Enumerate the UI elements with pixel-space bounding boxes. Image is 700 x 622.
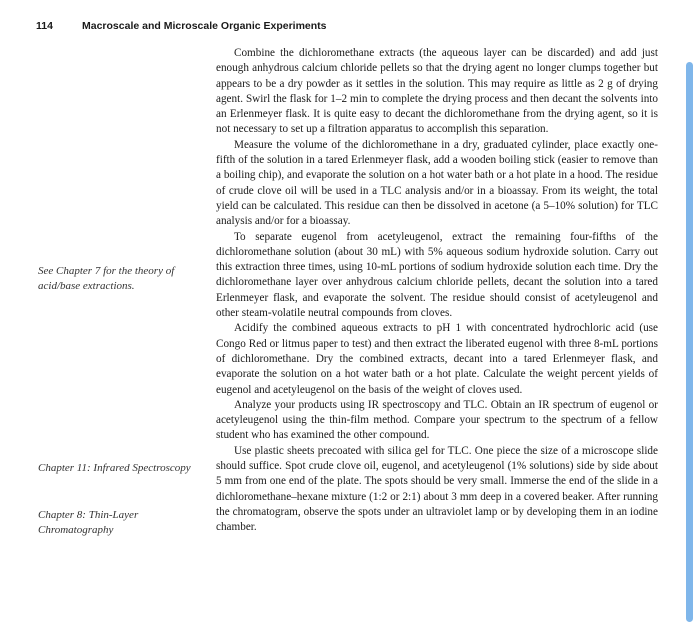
margin-note-infrared: Chapter 11: Infrared Spectroscopy [38,462,191,474]
paragraph-evaporate: Measure the volume of the dichloromethane in a dry, graduated cylinder, place exactly one-fifth of the solution in a tared Erlenmeyer flask, add a wooden boiling stick (easier to remove than a boiling chip), and evaporate the solution on a hot water bath or a hot plate in a hood. The residue of crude clove oil will be used in a TLC analysis and/or in a bioassay. From its weight, the total yield can be calculated. This residue can then be dissolved in acetone (a 5–10% solution) for TLC analysis and/or for a bioassay. [216,138,658,228]
body-text [216,46,658,536]
running-title: Macroscale and Microscale Organic Experiments [82,20,327,32]
paragraph-analysis: Analyze your products using IR spectroscopy and TLC. Obtain an IR spectrum of eugenol or acetyleugenol using the thin-film method. Compare your spectrum to the spectrum of a fellow student who has examined the other compound. [216,398,658,442]
paragraph-drying: Combine the dichloromethane extracts (the aqueous layer can be discarded) and add just enough anhydrous calcium chloride pellets so that the drying agent no longer clumps together but appears to be a dry powder as it settles in the solution. This may require as little as 2 g of drying agent. Swirl the flask for 1–2 min to complete the drying process and then decant the solvents into an Erlenmeyer flask. It is quite easy to decant the dichloromethane from the drying agent, so it is not necessary to set up a filtration apparatus to accomplish this separation. [216,47,658,136]
paragraph-separation: To separate eugenol from acetyleugenol, extract the remaining four-fifths of the dichloromethane solution (about 30 mL) with 5% aqueous sodium hydroxide solution. Carry out this extraction three times, using 10-mL portions of sodium hydroxide solution each time. Dry the dichloromethane layer over anhydrous calcium chloride pellets, decant the solution into a tared Erlenmeyer flask, and evaporate the solvent. The residue should consist of acetyleugenol and other steam-volatile neutral compounds from cloves. [216,230,658,320]
page-number: 114 [36,20,53,32]
paragraph-acidify: Acidify the combined aqueous extracts to pH 1 with concentrated hydrochloric acid (use Congo Red or litmus paper to test) and then extract the liberated eugenol with three 8-mL portions of dichloromethane. Dry the combined extracts, decant into a tared Erlenmeyer flask, and evaporate the solution on a hot water bath or a hot plate. Calculate the weight percent yields of eugenol and acetyleugenol on the basis of the weight of cloves used. [216,322,658,396]
margin-note-acid-base: See Chapter 7 for the theory of acid/base extractions. [38,265,175,292]
paragraph-tlc: Use plastic sheets precoated with silica gel for TLC. One piece the size of a microscope slide should suffice. Spot crude clove oil, eugenol, and acetyleugenol (1% solutions) side by side about 5 mm from one end of the plate. The spots should be very small. Immerse the end of the slide in a dichloromethane–hexane mixture (1:2 or 2:1) about 3 mm deep in a covered beaker. After running the chromatogram, observe the spots under an ultraviolet lamp or by developing them in an iodine chamber. [216,444,658,534]
running-header [36,20,327,32]
margin-note-tlc: Chapter 8: Thin-Layer Chromatography [38,509,139,536]
page-edge-tab [686,62,693,622]
